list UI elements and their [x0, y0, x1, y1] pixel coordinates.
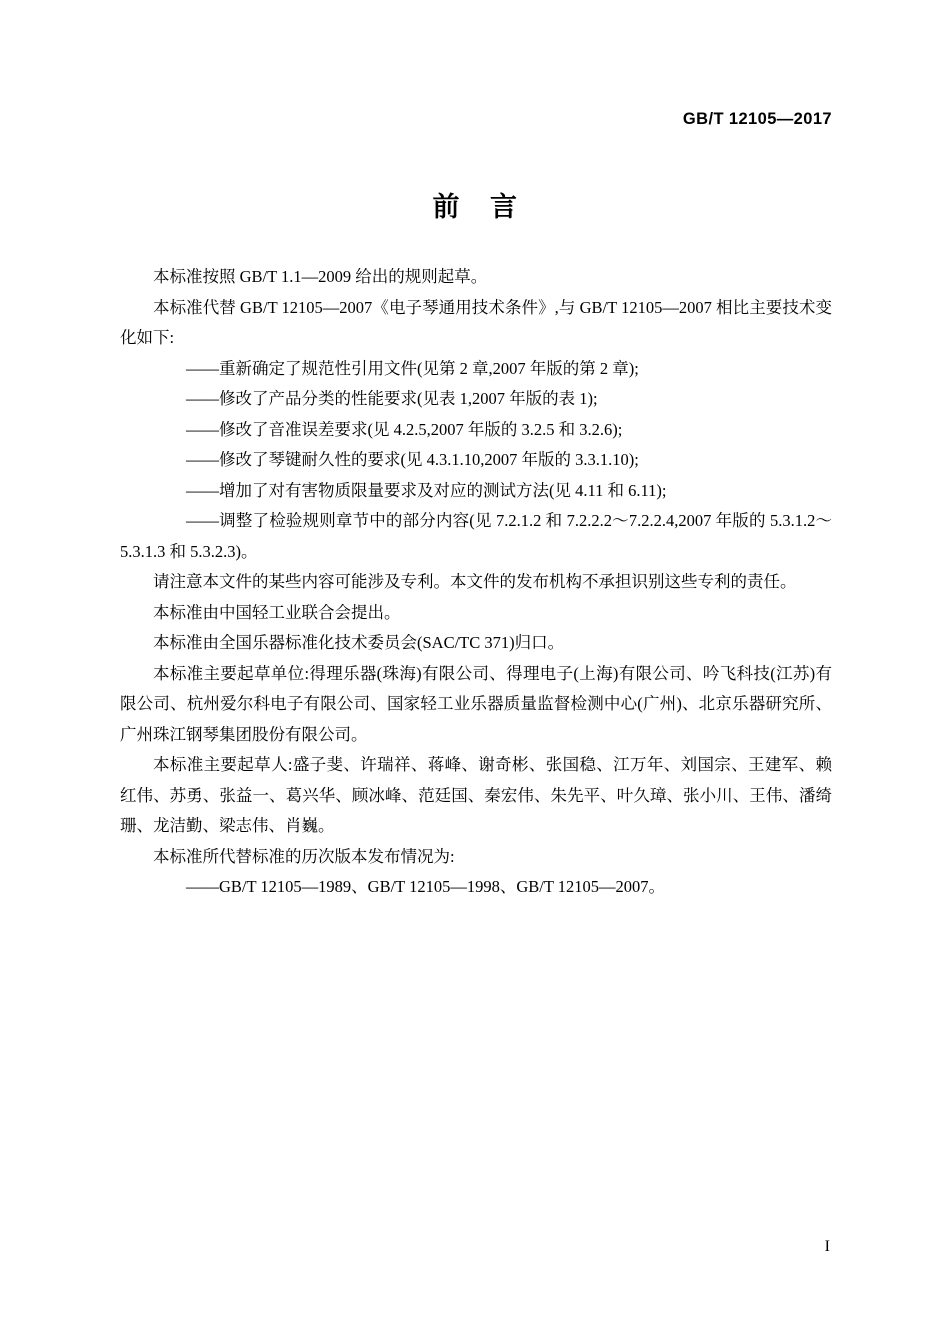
page-title-char-1: 前 [432, 192, 460, 222]
history-item-1: ——GB/T 12105—1989、GB/T 12105—1998、GB/T 12105—2007。 [186, 877, 665, 896]
page-header-standard-number: GB/T 12105—2017 [682, 110, 832, 128]
paragraph-drafters: 本标准主要起草人:盛子斐、许瑞祥、蒋峰、谢奇彬、张国稳、江万年、刘国宗、王建军、赖红伟、苏勇、张益一、葛兴华、顾冰峰、范廷国、秦宏伟、朱先平、叶久璋、张小川、王伟、潘绮珊、龙洁勤、梁志伟、肖巍。 [120, 755, 832, 835]
change-item-1: ——重新确定了规范性引用文件(见第 2 章,2007 年版的第 2 章); [186, 358, 639, 378]
change-item-4: ——修改了琴键耐久性的要求(见 4.3.1.10,2007 年版的 3.3.1.10); [186, 450, 639, 469]
paragraph-history-intro: 本标准所代替标准的历次版本发布情况为: [153, 846, 455, 866]
page-number: I [824, 1238, 830, 1255]
paragraph-replacement-note: 本标准代替 GB/T 12105—2007《电子琴通用技术条件》,与 GB/T 12105—2007 相比主要技术变化如下: [120, 297, 832, 347]
page-title [0, 185, 950, 224]
change-item-2: ——修改了产品分类的性能要求(见表 1,2007 年版的表 1); [186, 389, 598, 408]
change-item-3: ——修改了音准误差要求(见 4.2.5,2007 年版的 3.2.5 和 3.2.6); [186, 419, 623, 439]
page-title-char-2: 言 [490, 192, 518, 222]
paragraph-drafting-rule: 本标准按照 GB/T 1.1—2009 给出的规则起草。 [153, 267, 488, 286]
change-item-5: ——增加了对有害物质限量要求及对应的测试方法(见 4.11 和 6.11); [186, 480, 667, 500]
foreword-content [120, 262, 832, 903]
paragraph-drafting-units: 本标准主要起草单位:得理乐器(珠海)有限公司、得理电子(上海)有限公司、吟飞科技(江苏)有限公司、杭州爱尔科电子有限公司、国家轻工业乐器质量监督检测中心(广州)、北京乐器研究所、广州珠江钢琴集团股份有限公司。 [120, 663, 832, 744]
change-item-6: ——调整了检验规则章节中的部分内容(见 7.2.1.2 和 7.2.2.2～7.2.2.4,2007 年版的 5.3.1.2～5.3.1.3 和 5.3.2.3)。 [120, 511, 832, 561]
paragraph-administration: 本标准由全国乐器标准化技术委员会(SAC/TC 371)归口。 [153, 633, 565, 652]
paragraph-patent-notice: 请注意本文件的某些内容可能涉及专利。本文件的发布机构不承担识别这些专利的责任。 [153, 572, 797, 591]
paragraph-proposer: 本标准由中国轻工业联合会提出。 [153, 602, 401, 622]
